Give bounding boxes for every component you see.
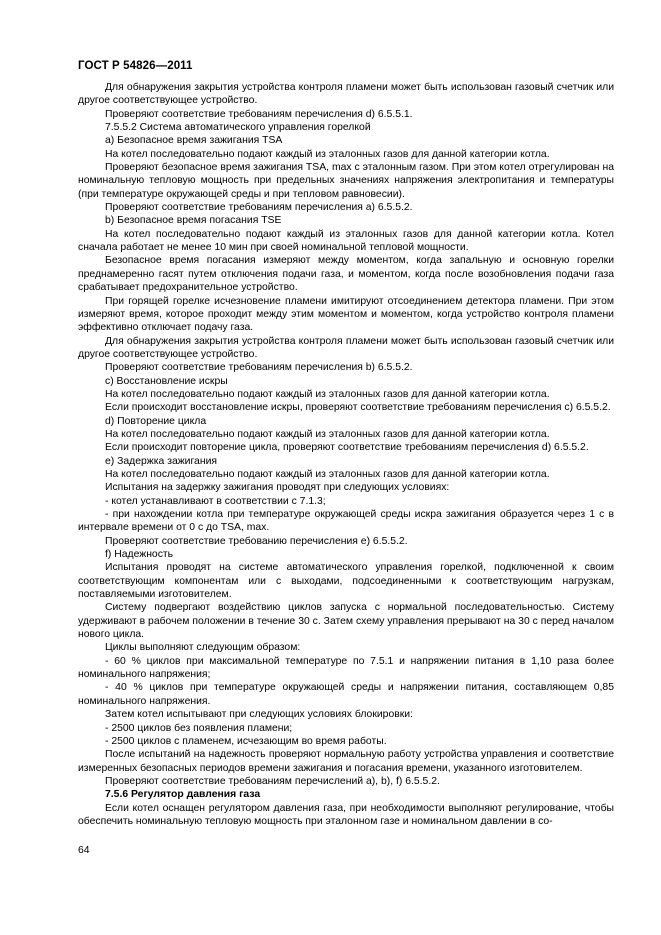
list-item: - 40 % циклов при температуре окружающей среды и напряжении питания, составляющем 0,85 номинального напряжения. [78, 682, 614, 707]
paragraph: Для обнаружения закрытия устройства контроля пламени может быть использован газовый счетчик или другое соответствующее устройство. [78, 82, 614, 107]
paragraph: Затем котел испытывают при следующих условиях блокировки: [105, 709, 413, 721]
paragraph: На котел последовательно подают каждый из эталонных газов для данной категории котла. [105, 388, 550, 400]
paragraph: На котел последовательно подают каждый из эталонных газов для данной категории котла. [105, 148, 550, 160]
paragraph: На котел последовательно подают каждый из эталонных газов для данной категории котла. Котел сначала работает не менее 10 мин при своей номинальной тепловой мощности. [78, 228, 614, 254]
section-heading: 7.5.6 Регулятор давления газа [105, 789, 261, 801]
item-heading: a) Безопасное время зажигания TSA [105, 135, 283, 147]
document-header: ГОСТ Р 54826—2011 [78, 60, 193, 72]
paragraph: После испытаний на надежность проверяют нормальную работу устройства управления и соответствие измеренных безопасных периодов времени зажигания и погасания времени, указанного изготовителем. [78, 749, 614, 774]
paragraph: Проверяют безопасное время зажигания TSA, max с эталонным газом. При этом котел отрегулирован на номинальную тепловую мощность при предельных значениях напряжения электропитания и температуры (при температуре окружающей среды и при тепловом равновесии). [78, 162, 614, 200]
list-item: - котел устанавливают в соответствии с 7.1.3; [105, 495, 326, 507]
page-number: 64 [78, 845, 90, 856]
paragraph: Если происходит повторение цикла, проверяют соответствие требованиям перечисления d) 6.5.5.2. [105, 442, 589, 454]
paragraph: Если происходит восстановление искры, проверяют соответствие требованиям перечисления c) 6.5.5.2. [105, 402, 611, 414]
list-item: - 2500 циклов без появления пламени; [105, 722, 293, 734]
paragraph: Проверяют соответствие требованиям перечисления d) 6.5.5.1. [105, 108, 413, 120]
item-heading: f) Надежность [105, 549, 174, 561]
item-heading: e) Задержка зажигания [105, 455, 217, 467]
paragraph: На котел последовательно подают каждый из эталонных газов для данной категории котла. [105, 428, 550, 440]
item-heading: c) Восстановление искры [105, 375, 228, 387]
paragraph: Проверяют соответствие требованию перечисления e) 6.5.5.2. [105, 535, 408, 547]
paragraph: Проверяют соответствие требованиям перечисления b) 6.5.5.2. [105, 362, 413, 374]
paragraph: Для обнаружения закрытия устройства контроля пламени может быть использован газовый счетчик или другое соответствующее устройство. [78, 335, 614, 360]
paragraph: При горящей горелке исчезновение пламени имитируют отсоединением детектора пламени. При этом измеряют время, которое проходит между этим моментом и моментом, когда устройство контроля пламени эффективно отключает подачу газа. [78, 295, 614, 334]
paragraph: На котел последовательно подают каждый из эталонных газов для данной категории котла. [105, 468, 550, 480]
paragraph: Безопасное время погасания измеряют между моментом, когда запальную и основную горелки преднамеренно гасят путем отключения подачи газа, и моментом, когда после возобновления подачи газа срабатывает предохранительное устройство. [78, 255, 614, 294]
paragraph: Испытания проводят на системе автоматического управления горелкой, подключенной к своим соответствующим компонентам или с выходами, подсоединенными к соответствующим нагрузкам, поставляемыми изготовителем. [78, 562, 614, 601]
list-item: - 2500 циклов с пламенем, исчезающим во время работы. [105, 735, 387, 747]
section-heading: 7.5.5.2 Система автоматического управления горелкой [105, 122, 371, 134]
paragraph: Проверяют соответствие требованиям перечисления а) 6.5.5.2. [105, 202, 413, 214]
paragraph: Проверяют соответствие требованиям перечислений а), b), f) 6.5.5.2. [105, 775, 440, 787]
list-item: - 60 % циклов при максимальной температуре по 7.5.1 и напряжении питания в 1,10 раза более номинального напряжения; [78, 655, 614, 681]
item-heading: d) Повторение цикла [105, 415, 207, 427]
item-heading: b) Безопасное время погасания TSE [105, 215, 282, 227]
paragraph: Систему подвергают воздействию циклов запуска с нормальной последовательностью. Систему удерживают в рабочем положении в течение 30 с. Затем схему управления прерывают на 30 с перед началом нового цикла. [78, 602, 614, 641]
list-item: - при нахождении котла при температуре окружающей среды искра зажигания образуется через 1 с в интервале времени от 0 с до TSA, max. [78, 509, 614, 534]
paragraph: Если котел оснащен регулятором давления газа, при необходимости выполняют регулирование, чтобы обеспечить номинальную тепловую мощность при эталонном газе и номинальном давлении в со- [78, 802, 614, 827]
paragraph: Циклы выполняют следующим образом: [105, 642, 301, 654]
paragraph: Испытания на задержку зажигания проводят при следующих условиях: [105, 482, 450, 494]
document-body [78, 81, 614, 828]
